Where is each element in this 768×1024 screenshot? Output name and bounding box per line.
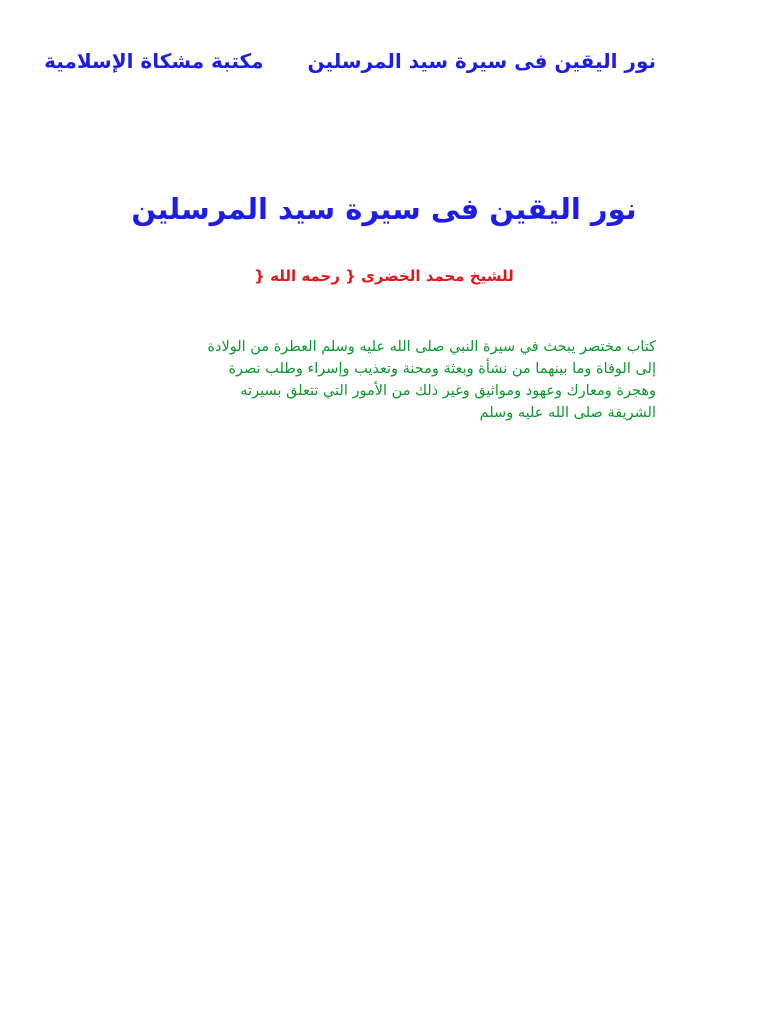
description-line: إلى الوفاة وما بينهما من نشأة وبعثة ومحنة وتعذيب وإسراء وطلب نصرة	[228, 361, 656, 377]
header-library-name: مكتبة مشكاة الإسلامية	[44, 49, 264, 73]
book-author: للشيخ محمد الخضرى { رحمه الله {	[254, 267, 514, 285]
book-title: نور اليقين فى سيرة سيد المرسلين	[131, 192, 637, 226]
description-line: الشريفة صلى الله عليه وسلم	[479, 405, 656, 421]
description-line: كتاب مختصر يبحث في سيرة النبي صلى الله عليه وسلم العطرة من الولادة	[207, 339, 656, 355]
book-description	[124, 336, 656, 424]
page-header	[44, 44, 656, 78]
description-line: وهجرة ومعارك وعهود ومواثيق وغير ذلك من الأمور التي تتعلق بسيرته	[240, 383, 656, 399]
header-book-title: نور اليقين فى سيرة سيد المرسلين	[307, 49, 656, 73]
